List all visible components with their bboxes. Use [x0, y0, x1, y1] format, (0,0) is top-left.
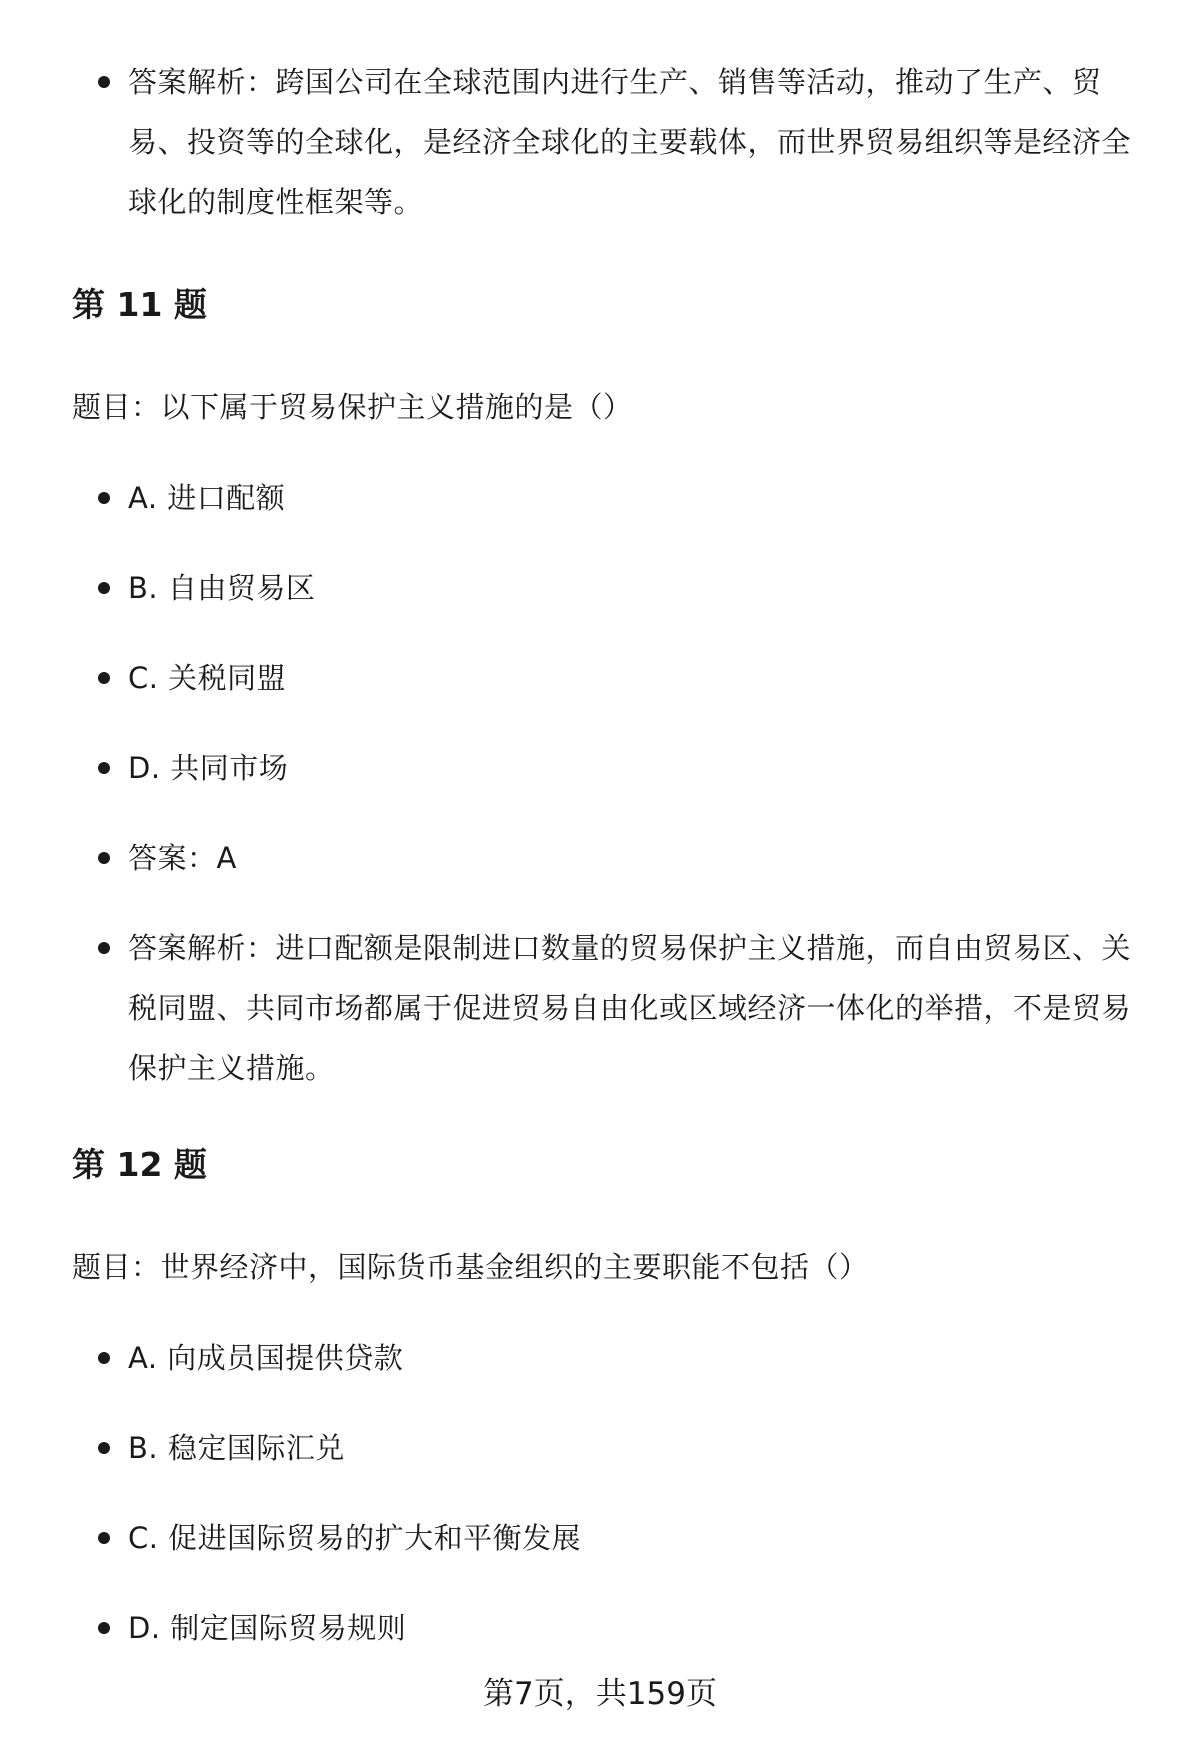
option-text: B. 自由贸易区 [128, 571, 316, 605]
question-prompt: 题目：世界经济中，国际货币基金组织的主要职能不包括（） [72, 1250, 869, 1284]
bullet-icon [98, 76, 110, 88]
option-text: C. 促进国际贸易的扩大和平衡发展 [128, 1521, 582, 1555]
analysis-text: 答案解析：跨国公司在全球范围内进行生产、销售等活动，推动了生产、贸易、投资等的全球化，是经济全球化的主要载体，而世界贸易组织等是经济全球化的制度性框架等。 [128, 65, 1132, 219]
bullet-icon [98, 1622, 110, 1634]
bullet-icon [98, 852, 110, 864]
question-heading: 第 12 题 [72, 1145, 207, 1184]
bullet-icon [98, 492, 110, 504]
bullet-icon [98, 582, 110, 594]
bullet-icon [98, 942, 110, 954]
bullet-icon [98, 1442, 110, 1454]
answer-text: 答案：A [128, 841, 237, 875]
bullet-icon [98, 1532, 110, 1544]
option-text: C. 关税同盟 [128, 661, 287, 695]
option-text: D. 共同市场 [128, 751, 289, 785]
option-text: B. 稳定国际汇兑 [128, 1431, 345, 1465]
bullet-icon [98, 1352, 110, 1364]
bullet-icon [98, 672, 110, 684]
page-number: 第7页，共159页 [483, 1676, 717, 1712]
question-heading: 第 11 题 [72, 285, 207, 324]
question-prompt: 题目：以下属于贸易保护主义措施的是（） [72, 390, 633, 424]
bullet-icon [98, 762, 110, 774]
option-text: D. 制定国际贸易规则 [128, 1611, 407, 1645]
option-text: A. 进口配额 [128, 481, 286, 515]
analysis-text: 答案解析：进口配额是限制进口数量的贸易保护主义措施，而自由贸易区、关税同盟、共同市场都属于促进贸易自由化或区域经济一体化的举措，不是贸易保护主义措施。 [128, 931, 1132, 1085]
option-text: A. 向成员国提供贷款 [128, 1341, 404, 1375]
